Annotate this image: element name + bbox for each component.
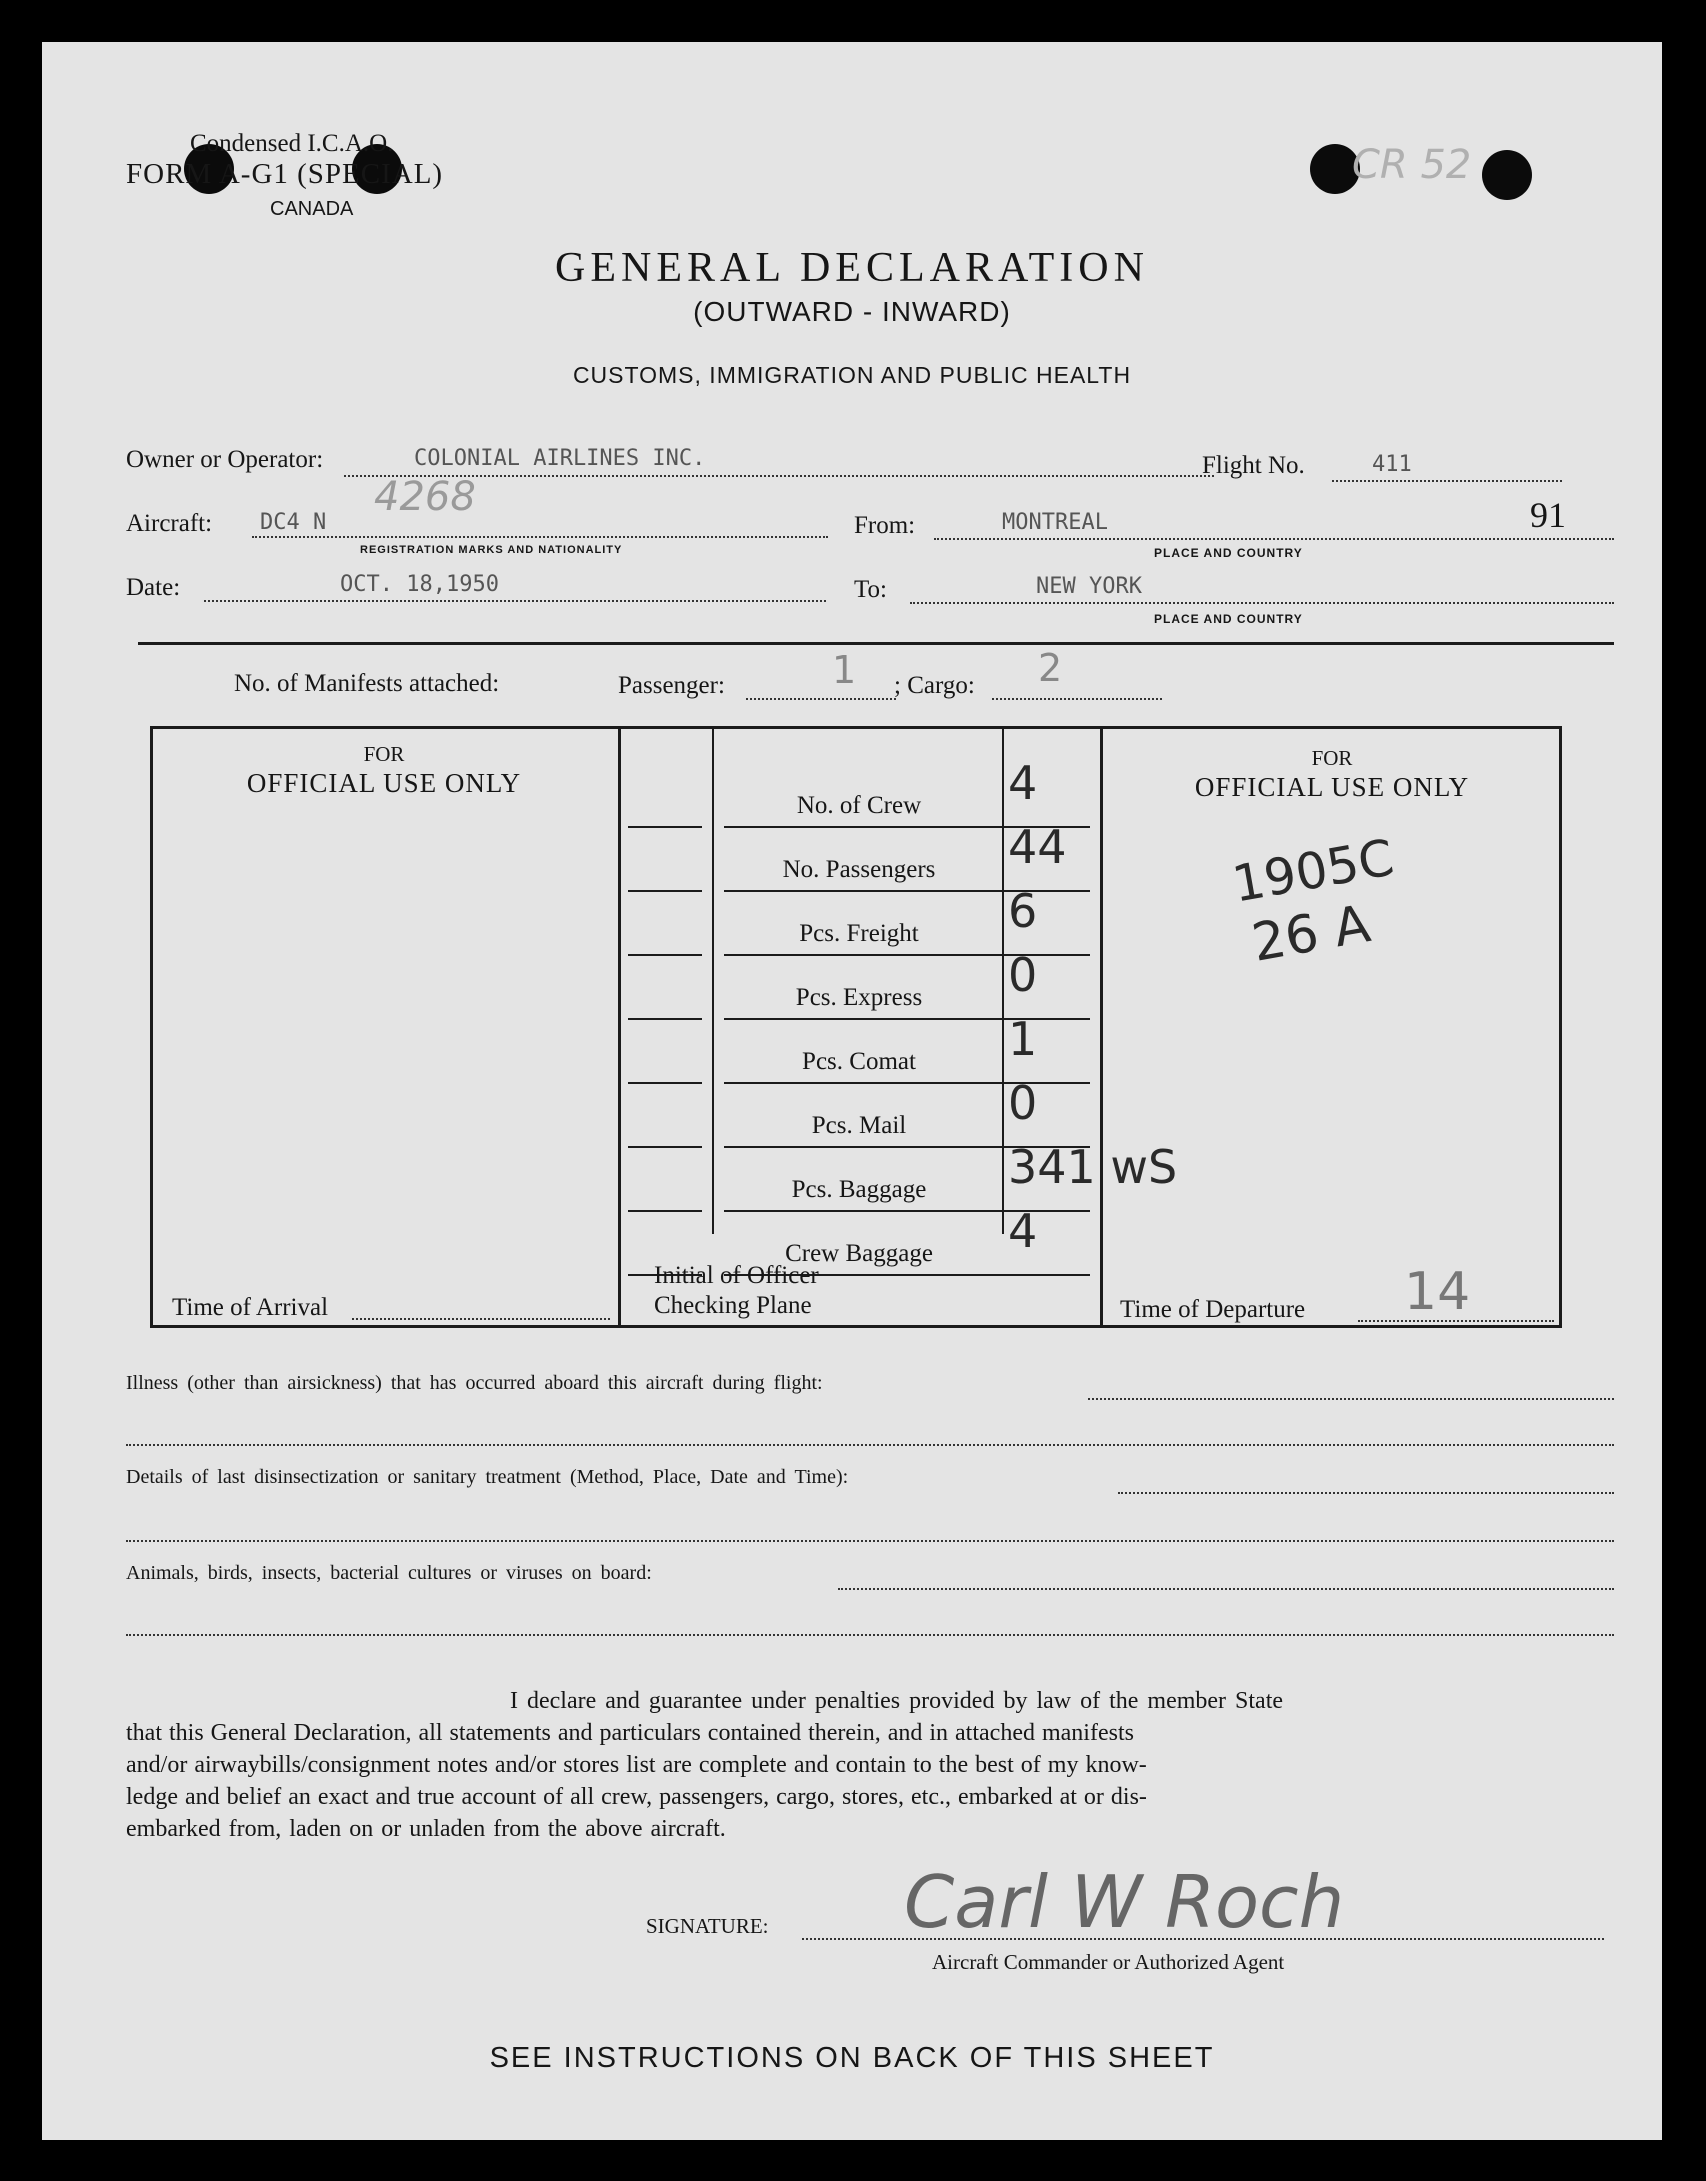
registration-caption: REGISTRATION MARKS AND NATIONALITY <box>360 544 623 556</box>
table-row-value: 6 <box>1008 884 1038 938</box>
table-row-label: No. Passengers <box>782 856 936 883</box>
time-departure-label: Time of Departure <box>1120 1296 1306 1323</box>
page-title: GENERAL DECLARATION <box>555 245 1149 291</box>
form-line-3: CANADA <box>270 198 354 220</box>
to-label: To: <box>854 576 887 603</box>
owner-value: COLONIAL AIRLINES INC. <box>414 446 706 471</box>
manifests-passenger-label: Passenger: <box>618 672 725 699</box>
aircraft-handwritten: 4268 <box>374 474 476 520</box>
table-row-value: 0 <box>1008 1076 1038 1130</box>
from-label: From: <box>854 512 916 539</box>
place-caption-from: PLACE AND COUNTRY <box>1154 546 1303 560</box>
initial-officer-line1: Initial of Officer <box>654 1262 819 1289</box>
from-value: MONTREAL <box>1002 510 1108 535</box>
declaration-line-1: I declare and guarantee under penalties provided by law of the member State <box>510 1688 1284 1714</box>
animals-label: Animals, birds, insects, bacterial cultures or viruses on board: <box>126 1562 652 1584</box>
right-note-2: 26 A <box>1247 894 1375 974</box>
manifests-cargo-label: ; Cargo: <box>894 672 975 699</box>
declaration-line-4: ledge and belief an exact and true account of all crew, passengers, cargo, stores, etc., embarked at or dis- <box>126 1784 1147 1810</box>
table-row-label: Pcs. Freight <box>799 920 919 947</box>
right-note-1: 1905C <box>1228 828 1398 914</box>
time-arrival-label: Time of Arrival <box>172 1294 329 1321</box>
table-row-label: Crew Baggage <box>785 1240 933 1267</box>
time-departure-value: 14 <box>1404 1262 1471 1322</box>
declaration-line-5: embarked from, laden on or unladen from the above aircraft. <box>126 1816 726 1842</box>
form-line-1: Condensed I.C.A.O. <box>190 130 394 157</box>
table-row-value: 4 <box>1008 1204 1038 1258</box>
table-row-label: Pcs. Express <box>795 984 923 1011</box>
flight-value: 411 <box>1372 452 1412 477</box>
form-line-2: FORM A-G1 (SPECIAL) <box>126 158 444 190</box>
table-row-label: Pcs. Baggage <box>791 1176 927 1203</box>
manifests-label: No. of Manifests attached: <box>234 670 500 697</box>
aircraft-value: DC4 N <box>260 510 327 535</box>
initial-officer-line2: Checking Plane <box>654 1292 812 1319</box>
declaration-line-3: and/or airwaybills/consignment notes and/or stores list are complete and contain to the best of my know- <box>126 1752 1147 1778</box>
table-row-label: No. of Crew <box>796 792 922 819</box>
manifests-cargo-value: 2 <box>1038 646 1063 690</box>
table-row-value: 4 <box>1008 756 1038 810</box>
signature-caption: Aircraft Commander or Authorized Agent <box>932 1950 1285 1974</box>
declaration-line-2: that this General Declaration, all statements and particulars contained therein, and in attached manifests <box>126 1720 1134 1746</box>
footer-instructions: SEE INSTRUCTIONS ON BACK OF THIS SHEET <box>489 2042 1215 2074</box>
left-official-for: FOR <box>363 742 405 766</box>
signature-label: SIGNATURE: <box>646 1914 769 1938</box>
flight-label: Flight No. <box>1202 452 1305 479</box>
table-row-value: 1 <box>1008 1012 1038 1066</box>
owner-label: Owner or Operator: <box>126 446 324 473</box>
document-page <box>42 42 1662 2140</box>
table-row-value: 341 wS <box>1008 1140 1178 1194</box>
page-subtitle: (OUTWARD - INWARD) <box>693 296 1011 327</box>
to-value: NEW YORK <box>1036 574 1142 599</box>
punch-hole <box>1482 150 1532 200</box>
aircraft-label: Aircraft: <box>126 510 213 537</box>
date-value: OCT. 18,1950 <box>340 572 499 597</box>
manifests-passenger-value: 1 <box>832 648 857 692</box>
right-official-for: FOR <box>1311 746 1353 770</box>
stamp-number: 91 <box>1530 495 1566 535</box>
left-official-use: OFFICIAL USE ONLY <box>246 768 522 798</box>
table-row-label: Pcs. Comat <box>802 1048 916 1075</box>
date-label: Date: <box>126 574 181 601</box>
table-row-label: Pcs. Mail <box>811 1112 907 1139</box>
signature-value: Carl W Roch <box>904 1860 1345 1944</box>
corner-mark: CR 52 <box>1352 142 1472 188</box>
table-row-value: 0 <box>1008 948 1038 1002</box>
right-official-use: OFFICIAL USE ONLY <box>1194 772 1470 802</box>
table-row-value: 44 <box>1008 820 1067 874</box>
page-subheading: CUSTOMS, IMMIGRATION AND PUBLIC HEALTH <box>572 362 1132 388</box>
disinsectization-label: Details of last disinsectization or sanitary treatment (Method, Place, Date and Time): <box>126 1466 849 1488</box>
place-caption-to: PLACE AND COUNTRY <box>1154 612 1303 626</box>
illness-label: Illness (other than airsickness) that has occurred aboard this aircraft during flight: <box>126 1372 823 1394</box>
